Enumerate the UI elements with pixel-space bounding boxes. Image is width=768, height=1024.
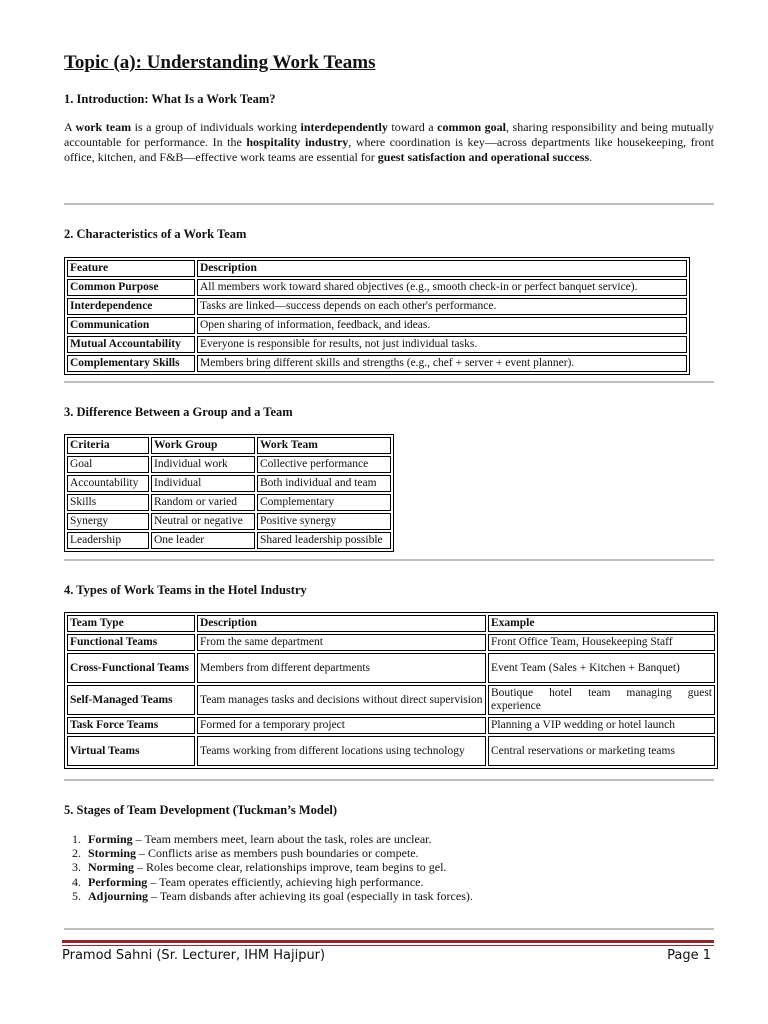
table-cell: Event Team (Sales + Kitchen + Banquet) <box>488 653 715 683</box>
divider <box>64 203 714 205</box>
section-5-heading: 5. Stages of Team Development (Tuckman’s Model) <box>64 803 338 817</box>
table-cell: One leader <box>151 532 255 549</box>
header-cell: Work Group <box>151 437 255 454</box>
stage-text: – Roles become clear, relationships improve, team begins to gel. <box>134 860 447 875</box>
table-row <box>67 298 687 315</box>
intro-text: , where coordination is key—across departments like housekeeping, front office, kitchen, and F&B—effective work teams are essential for <box>64 135 715 164</box>
table-row <box>67 494 391 511</box>
table-cell: Synergy <box>67 513 149 530</box>
table-cell: Communication <box>67 317 195 334</box>
table-row <box>67 317 687 334</box>
table-cell: Everyone is responsible for results, not just individual tasks. <box>197 336 687 353</box>
intro-text: , sharing responsibility and being mutually accountable for performance. In the <box>64 120 715 149</box>
table-cell: Leadership <box>67 532 149 549</box>
divider <box>64 928 714 930</box>
divider <box>64 559 714 561</box>
footer-rule <box>62 945 714 946</box>
table-cell: Formed for a temporary project <box>197 717 486 734</box>
stage-name: Forming <box>88 832 133 846</box>
section-1-heading: 1. Introduction: What Is a Work Team? <box>64 92 276 106</box>
page-title: Topic (a): Understanding Work Teams <box>64 52 376 73</box>
list-item <box>84 860 473 874</box>
table-cell: Tasks are linked—success depends on each other's performance. <box>197 298 687 315</box>
table-cell: Members bring different skills and strengths (e.g., chef + server + event planner). <box>197 355 687 372</box>
team-types-table <box>64 612 718 769</box>
table-row <box>67 336 687 353</box>
table-header-row <box>67 437 391 454</box>
list-item <box>84 832 473 846</box>
table-row <box>67 513 391 530</box>
stage-name: Performing <box>88 874 148 889</box>
table-cell: Team manages tasks and decisions without direct supervision <box>197 685 486 715</box>
table-row <box>67 685 715 715</box>
list-item <box>84 889 473 903</box>
footer-author: Pramod Sahni (Sr. Lecturer, IHM Hajipur) <box>62 948 326 963</box>
table-cell: Open sharing of information, feedback, and ideas. <box>197 317 687 334</box>
intro-bold: common goal <box>437 120 506 134</box>
intro-text: is a group of individuals working <box>131 120 301 134</box>
intro-paragraph <box>64 120 714 165</box>
table-cell: Both individual and team <box>257 475 391 492</box>
table-row <box>67 717 715 734</box>
section-4-heading: 4. Types of Work Teams in the Hotel Industry <box>64 583 307 597</box>
divider <box>64 381 714 383</box>
table-cell: Virtual Teams <box>67 736 195 766</box>
table-row <box>67 532 391 549</box>
table-cell: Complementary Skills <box>67 355 195 372</box>
section-3-heading: 3. Difference Between a Group and a Team <box>64 405 293 419</box>
table-cell: Cross-Functional Teams <box>67 653 195 683</box>
table-row <box>67 736 715 766</box>
stage-name: Norming <box>88 860 134 875</box>
table-cell: Functional Teams <box>67 634 195 651</box>
divider <box>64 779 714 781</box>
table-cell: Positive synergy <box>257 513 391 530</box>
stage-text: – Team operates efficiently, achieving high performance. <box>147 874 424 889</box>
table-header-row <box>67 260 687 277</box>
table-row <box>67 653 715 683</box>
footer-page-number: Page 1 <box>667 948 711 963</box>
table-row <box>67 279 687 296</box>
table-cell: Individual work <box>151 456 255 473</box>
table-cell: Planning a VIP wedding or hotel launch <box>488 717 715 734</box>
table-row <box>67 456 391 473</box>
characteristics-table <box>64 257 690 375</box>
table-cell: Front Office Team, Housekeeping Staff <box>488 634 715 651</box>
header-cell: Feature <box>67 260 195 277</box>
group-vs-team-table <box>64 434 394 552</box>
list-item <box>84 846 473 860</box>
header-cell: Team Type <box>67 615 195 632</box>
list-item <box>84 875 473 889</box>
table-cell: Skills <box>67 494 149 511</box>
header-cell: Work Team <box>257 437 391 454</box>
table-row <box>67 355 687 372</box>
table-cell: Members from different departments <box>197 653 486 683</box>
intro-text: . <box>589 150 593 164</box>
table-cell: Interdependence <box>67 298 195 315</box>
table-cell: All members work toward shared objectives (e.g., smooth check-in or perfect banquet service). <box>197 279 687 296</box>
intro-text: A <box>64 120 76 134</box>
table-cell: Shared leadership possible <box>257 532 391 549</box>
header-cell: Criteria <box>67 437 149 454</box>
table-cell: Task Force Teams <box>67 717 195 734</box>
table-cell: Common Purpose <box>67 279 195 296</box>
intro-bold: interdependently <box>300 120 388 134</box>
stage-text: – Team members meet, learn about the task, roles are unclear. <box>132 832 432 846</box>
table-row <box>67 634 715 651</box>
table-cell: Neutral or negative <box>151 513 255 530</box>
section-2-heading: 2. Characteristics of a Work Team <box>64 227 247 241</box>
table-cell: From the same department <box>197 634 486 651</box>
header-cell: Example <box>488 615 715 632</box>
table-header-row <box>67 615 715 632</box>
stage-name: Storming <box>88 846 136 861</box>
intro-text: toward a <box>387 120 438 134</box>
table-cell: Teams working from different locations using technology <box>197 736 486 766</box>
table-cell: Accountability <box>67 475 149 492</box>
intro-bold: work team <box>75 120 132 134</box>
table-cell: Self-Managed Teams <box>67 685 195 715</box>
stage-text: – Team disbands after achieving its goal (especially in task forces). <box>148 888 473 903</box>
table-cell: Collective performance <box>257 456 391 473</box>
table-cell: Goal <box>67 456 149 473</box>
header-cell: Description <box>197 615 486 632</box>
table-cell: Individual <box>151 475 255 492</box>
intro-bold: hospitality industry <box>246 135 349 149</box>
table-cell: Complementary <box>257 494 391 511</box>
stages-list <box>56 832 473 903</box>
footer-rule <box>62 940 714 943</box>
table-cell: Central reservations or marketing teams <box>488 736 715 766</box>
header-cell: Description <box>197 260 687 277</box>
table-cell: Boutique hotel team managing guest experience <box>488 685 715 715</box>
table-cell: Random or varied <box>151 494 255 511</box>
table-row <box>67 475 391 492</box>
table-cell: Mutual Accountability <box>67 336 195 353</box>
stage-text: – Conflicts arise as members push boundaries or compete. <box>136 846 419 861</box>
intro-bold: guest satisfaction and operational success <box>377 150 590 164</box>
stage-name: Adjourning <box>88 888 149 903</box>
